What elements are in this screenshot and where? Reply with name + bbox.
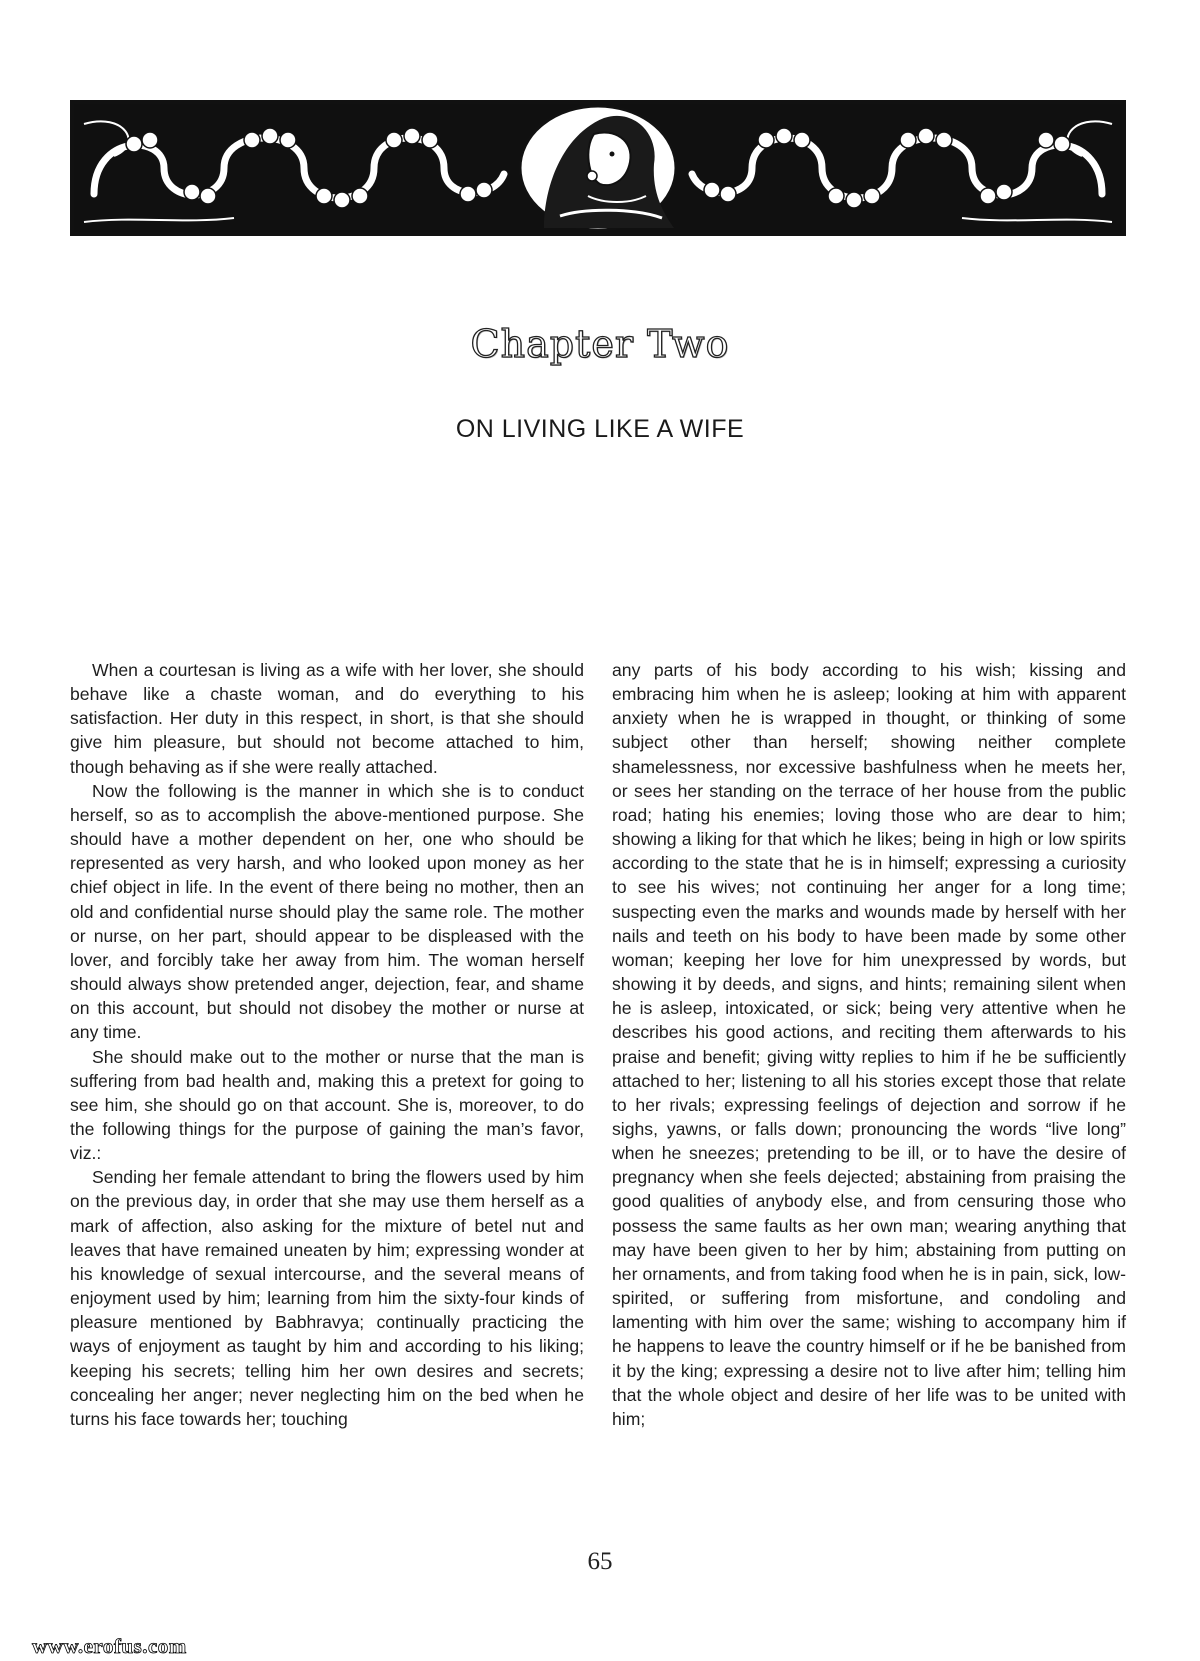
paragraph: any parts of his body according to his wish; kissing and embracing him when he is asleep; looking at him with apparent anxiety when he is wrapped in thought, or thinking of some subject other than herself; showing neither complete shamelessness, nor excessive bashfulness when he meets her, or sees her standing on the terrace of her house from the public road; hating his enemies; loving those who are dear to him; showing a liking for that which he likes; being in high or low spirits according to the state that he is in himself; expressing a curiosity to see his wives; not continuing her anger for a long time; suspecting even the marks and wounds made by herself with her nails and teeth on his body to have been made by some other woman; keeping her love for him unexpressed by words, but showing it by deeds, and signs, and hints; remaining silent when he is asleep, intoxicated, or sick; being very attentive when he describes his good actions, and reciting them afterwards to his praise and benefit; giving witty replies to him if he be sufficiently attached to her; listening to all his stories except those that relate to her rivals; expressing feelings of dejection and sorrow if he sighs, yawns, or falls down; pronouncing the words “live long” when he sneezes; pretending to be ill, or to have the desire of pregnancy when she feels dejected; abstaining from praising the good qualities of anybody else, and from censuring those who possess the same faults as her own man; wearing anything that may have been given to her by him; abstaining from putting on her ornaments, and from taking food when he is in pain, sick, low-spirited, or suffering from misfortune, and condoling and lamenting with him over the same; wishing to accompany him if he happens to leave the country himself or if he be banished from it by the king; expressing a desire not to live after him; telling him that the whole object and desire of her life was to be united with him; — [612, 660, 1126, 1429]
portrait-medallion — [520, 106, 676, 230]
paragraph: Sending her female attendant to bring the flowers used by him on the previous day, in order that she may use them herself as a mark of affection, also asking for the mixture of betel nut and leaves that have remained uneaten by him; expressing wonder at his knowledge of sexual intercourse, and the several means of enjoyment used by him; learning from him the sixty-four kinds of pleasure mentioned by Babhravya; continually practicing the ways of enjoyment as taught by him and according to his liking; keeping his secrets; telling him her own desires and secrets; concealing her anger; never neglecting him on the bed when he turns his face towards her; touching — [70, 1167, 584, 1429]
paragraph: When a courtesan is living as a wife with her lover, she should behave like a chaste woman, and do everything to his satisfaction. Her duty in this respect, in short, is that she should give him pleasure, but should not become attached to him, though behaving as if she were really attached. — [70, 660, 584, 777]
right-text-column — [612, 658, 1126, 1431]
decorative-banner — [70, 100, 1126, 236]
paragraph: Now the following is the manner in which she is to conduct herself, so as to accomplish the above-mentioned purpose. She should have a mother dependent on her, one who should be represented as very harsh, and who looked upon money as her chief object in life. In the event of there being no mother, then an old and confidential nurse should play the same role. The mother or nurse, on her part, should appear to be displeased with the lover, and forcibly take her away from him. The woman herself should always show pretended anger, dejection, fear, and shame on this account, but should not disobey the mother or nurse at any time. — [70, 780, 584, 1043]
section-heading: ON LIVING LIKE A WIFE — [455, 415, 745, 443]
paragraph: She should make out to the mother or nurse that the man is suffering from bad health and, making this a pretext for going to see him, she should go on that account. She is, moreover, to do the following things for the purpose of gaining the man’s favor, viz.: — [70, 1046, 584, 1164]
left-text-column — [70, 658, 584, 1431]
watermark: www.erofus.com — [32, 1634, 187, 1658]
chapter-title: Chapter Two — [470, 322, 730, 366]
ornament-illustration — [74, 104, 1122, 232]
page-number: 65 — [587, 1548, 613, 1575]
